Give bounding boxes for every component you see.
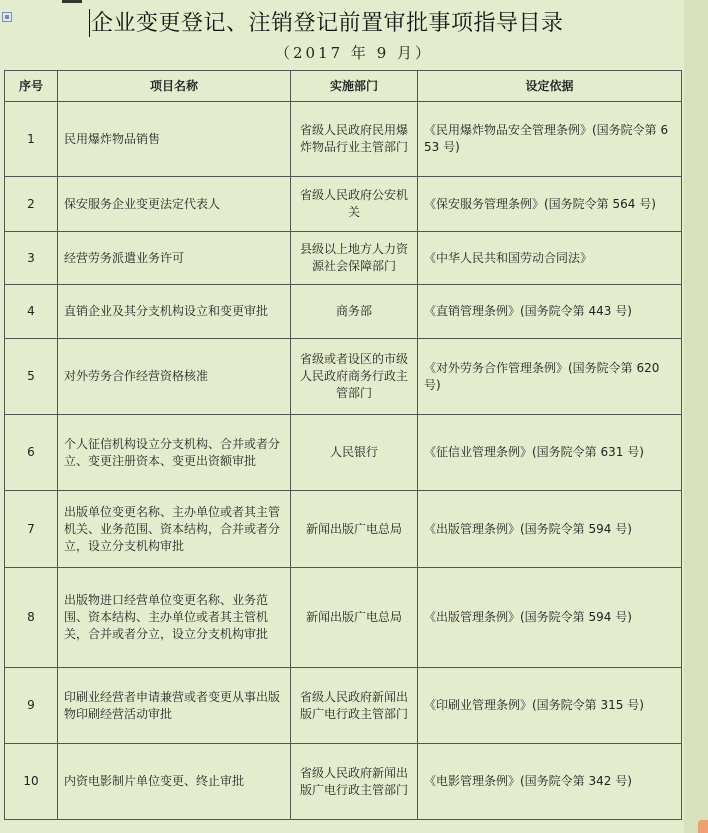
- cell-name[interactable]: 对外劳务合作经营资格核准: [58, 339, 291, 415]
- cell-basis[interactable]: 《征信业管理条例》(国务院令第 631 号): [418, 415, 682, 491]
- cell-no[interactable]: 8: [5, 568, 58, 668]
- table-row: [5, 177, 682, 232]
- cell-dept[interactable]: 人民银行: [291, 415, 418, 491]
- cell-name[interactable]: 经营劳务派遣业务许可: [58, 232, 291, 285]
- corner-badge-icon: [698, 820, 708, 833]
- cell-no[interactable]: 2: [5, 177, 58, 232]
- cell-name[interactable]: 出版物进口经营单位变更名称、业务范围、资本结构、主办单位或者其主管机关，合并或者分立，设立分支机构审批: [58, 568, 291, 668]
- cell-no[interactable]: 6: [5, 415, 58, 491]
- cell-name[interactable]: 印刷业经营者申请兼营或者变更从事出版物印刷经营活动审批: [58, 668, 291, 744]
- document-title[interactable]: 企业变更登记、注销登记前置审批事项指导目录: [91, 11, 564, 36]
- table-header-row: [5, 71, 682, 102]
- cell-dept[interactable]: 省级或者设区的市级人民政府商务行政主管部门: [291, 339, 418, 415]
- text-cursor: [89, 9, 90, 37]
- table-row: [5, 568, 682, 668]
- cell-no[interactable]: 4: [5, 285, 58, 339]
- table-row: [5, 339, 682, 415]
- table-row: [5, 491, 682, 568]
- cell-basis[interactable]: 《保安服务管理条例》(国务院令第 564 号): [418, 177, 682, 232]
- cell-no[interactable]: 9: [5, 668, 58, 744]
- cell-name[interactable]: 内资电影制片单位变更、终止审批: [58, 744, 291, 820]
- cell-basis[interactable]: 《中华人民共和国劳动合同法》: [418, 232, 682, 285]
- table-row: [5, 744, 682, 820]
- cell-dept[interactable]: 县级以上地方人力资源社会保障部门: [291, 232, 418, 285]
- cell-no[interactable]: 3: [5, 232, 58, 285]
- header-basis[interactable]: 设定依据: [418, 71, 682, 102]
- cell-no[interactable]: 7: [5, 491, 58, 568]
- document-subtitle[interactable]: （2017 年 9 月）: [274, 44, 434, 62]
- cell-basis[interactable]: 《直销管理条例》(国务院令第 443 号): [418, 285, 682, 339]
- cell-no[interactable]: 1: [5, 102, 58, 177]
- table-row: [5, 232, 682, 285]
- cell-dept[interactable]: 省级人民政府新闻出版广电行政主管部门: [291, 744, 418, 820]
- cell-basis[interactable]: 《印刷业管理条例》(国务院令第 315 号): [418, 668, 682, 744]
- cell-dept[interactable]: 新闻出版广电总局: [291, 568, 418, 668]
- cell-dept[interactable]: 新闻出版广电总局: [291, 491, 418, 568]
- cell-basis[interactable]: 《出版管理条例》(国务院令第 594 号): [418, 491, 682, 568]
- cell-name[interactable]: 保安服务企业变更法定代表人: [58, 177, 291, 232]
- cell-name[interactable]: 个人征信机构设立分支机构、合并或者分立、变更注册资本、变更出资额审批: [58, 415, 291, 491]
- cell-basis[interactable]: 《出版管理条例》(国务院令第 594 号): [418, 568, 682, 668]
- header-dept[interactable]: 实施部门: [291, 71, 418, 102]
- cell-no[interactable]: 10: [5, 744, 58, 820]
- table-row: [5, 102, 682, 177]
- cell-basis[interactable]: 《电影管理条例》(国务院令第 342 号): [418, 744, 682, 820]
- cell-name[interactable]: 民用爆炸物品销售: [58, 102, 291, 177]
- approval-items-table: [4, 70, 682, 820]
- cell-name[interactable]: 出版单位变更名称、主办单位或者其主管机关、业务范围、资本结构，合并或者分立，设立分支机构审批: [58, 491, 291, 568]
- cell-dept[interactable]: 省级人民政府民用爆炸物品行业主管部门: [291, 102, 418, 177]
- table-row: [5, 415, 682, 491]
- document-icon: [2, 12, 12, 22]
- cell-dept[interactable]: 省级人民政府公安机关: [291, 177, 418, 232]
- table-row: [5, 668, 682, 744]
- right-margin-shade: [684, 0, 708, 833]
- top-mark: [62, 0, 82, 3]
- header-name[interactable]: 项目名称: [58, 71, 291, 102]
- cell-dept[interactable]: 省级人民政府新闻出版广电行政主管部门: [291, 668, 418, 744]
- cell-no[interactable]: 5: [5, 339, 58, 415]
- cell-basis[interactable]: 《对外劳务合作管理条例》(国务院令第 620 号): [418, 339, 682, 415]
- header-no[interactable]: 序号: [5, 71, 58, 102]
- cell-basis[interactable]: 《民用爆炸物品安全管理条例》(国务院令第 653 号): [418, 102, 682, 177]
- cell-dept[interactable]: 商务部: [291, 285, 418, 339]
- table-row: [5, 285, 682, 339]
- cell-name[interactable]: 直销企业及其分支机构设立和变更审批: [58, 285, 291, 339]
